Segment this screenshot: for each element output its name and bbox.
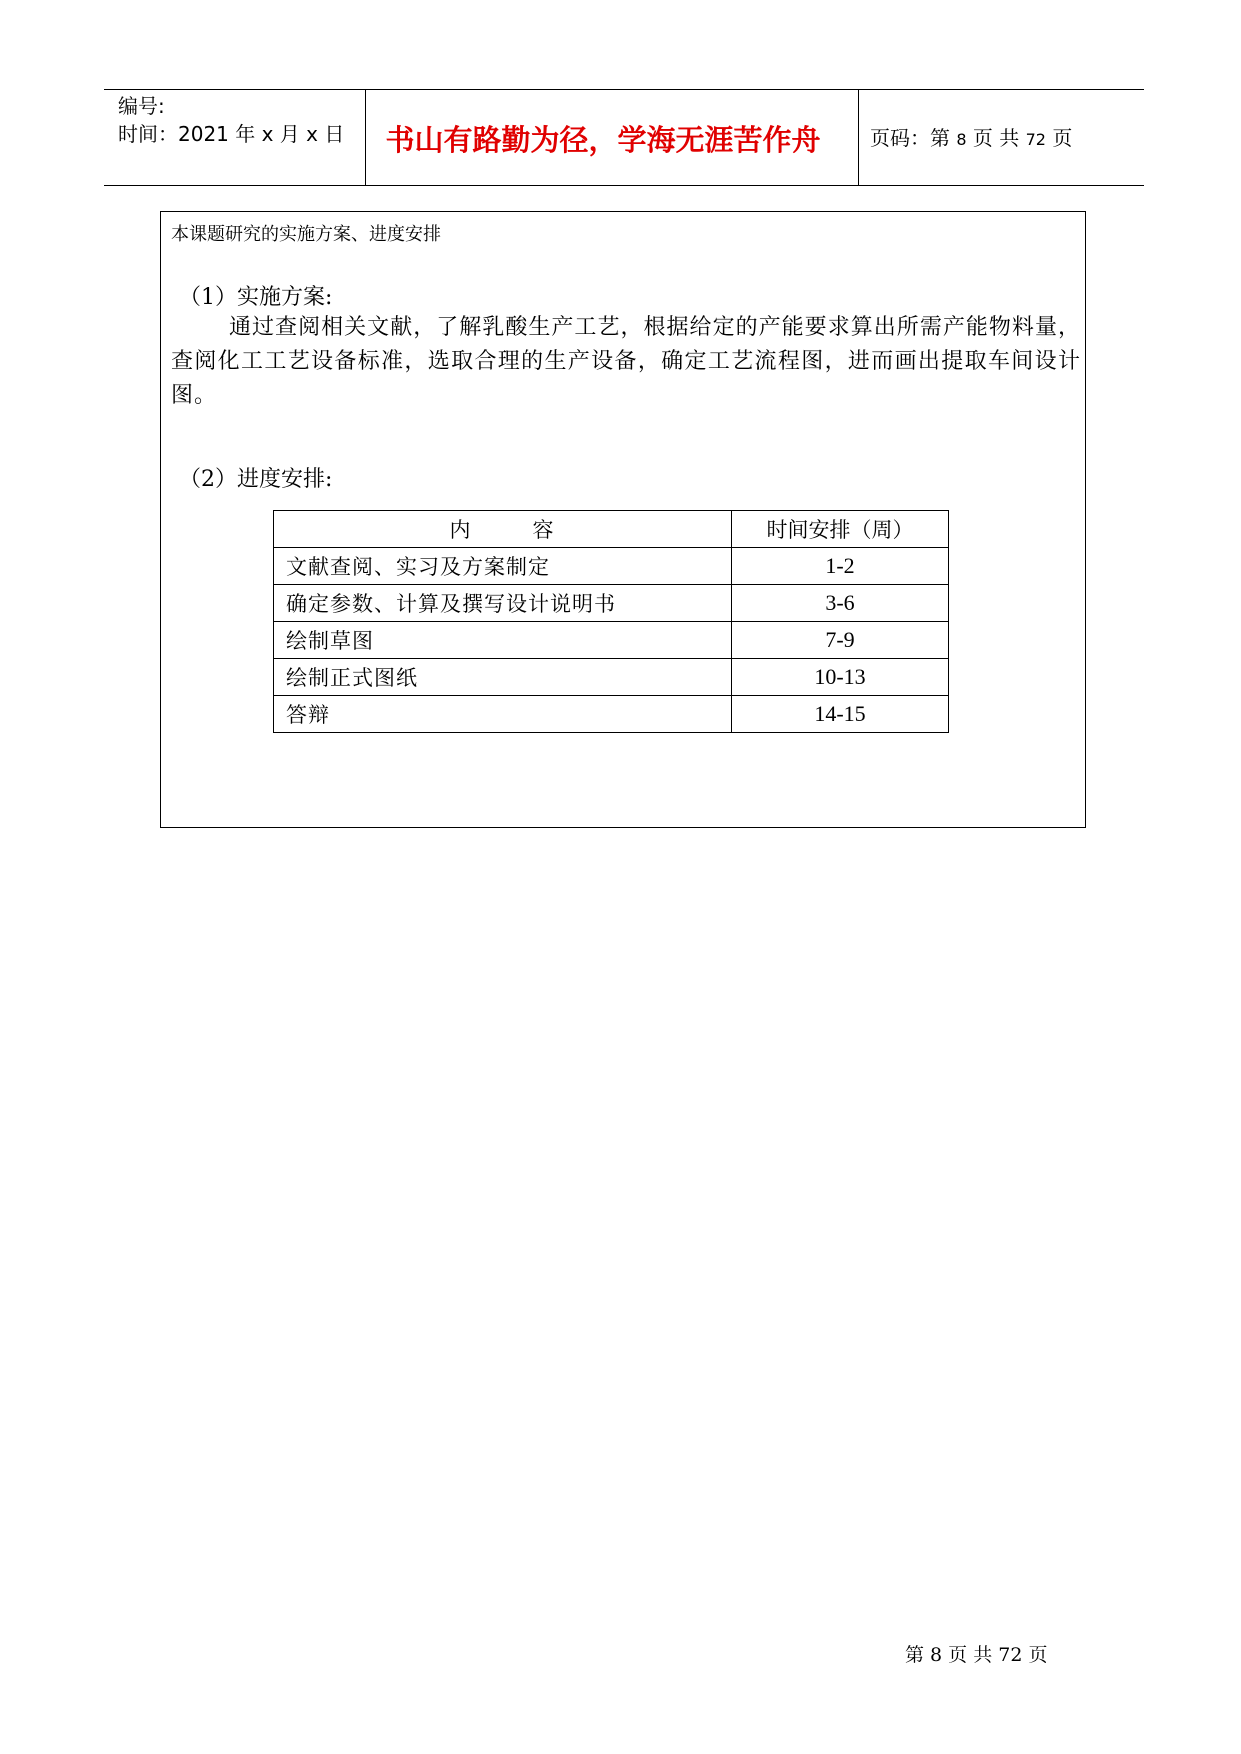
row-content: 绘制草图: [274, 622, 732, 659]
row-weeks: 1-2: [732, 548, 949, 585]
row-weeks: 10-13: [732, 659, 949, 696]
table-row: [274, 659, 949, 696]
row-content: 确定参数、计算及撰写设计说明书: [274, 585, 732, 622]
time-line: 时间：2021 年 x 月 x 日: [118, 122, 345, 146]
row-content: 绘制正式图纸: [274, 659, 732, 696]
row-weeks: 3-6: [732, 585, 949, 622]
document-header: [104, 89, 1144, 186]
plan-paragraph: 通过查阅相关文献，了解乳酸生产工艺，根据给定的产能要求算出所需产能物料量，查阅化工工艺设备标准，选取合理的生产设备，确定工艺流程图，进而画出提取车间设计图。: [171, 315, 1081, 408]
schedule-header-row: [274, 511, 949, 548]
page-mid: 页 共: [972, 126, 1020, 150]
page-label: 页码：第: [870, 126, 950, 150]
section-title: 本课题研究的实施方案、进度安排: [171, 224, 441, 245]
header-divider: [858, 90, 859, 185]
table-row: [274, 548, 949, 585]
table-row: [274, 585, 949, 622]
row-content: 文献查阅、实习及方案制定: [274, 548, 732, 585]
row-weeks: 7-9: [732, 622, 949, 659]
header-page-number: [870, 122, 1072, 151]
page-suffix: 页: [1052, 126, 1073, 150]
header-meta: [118, 92, 344, 148]
page-current: 8: [956, 130, 967, 149]
table-row: [274, 622, 949, 659]
schedule-table: [273, 510, 949, 733]
serial-label: 编号:: [118, 94, 165, 118]
col-header-time: 时间安排（周）: [732, 511, 949, 548]
page-total: 72: [1025, 130, 1046, 149]
header-motto: 书山有路勤为径，学海无涯苦作舟: [385, 123, 821, 157]
row-weeks: 14-15: [732, 696, 949, 733]
schedule-heading: （2）进度安排:: [179, 467, 333, 492]
footer-page-number: 第 8 页 共 72 页: [905, 1644, 1048, 1666]
col-header-content: 内 容: [274, 511, 732, 548]
content-box: [160, 211, 1086, 828]
table-row: [274, 696, 949, 733]
plan-heading: （1）实施方案:: [179, 285, 333, 310]
row-content: 答辩: [274, 696, 732, 733]
